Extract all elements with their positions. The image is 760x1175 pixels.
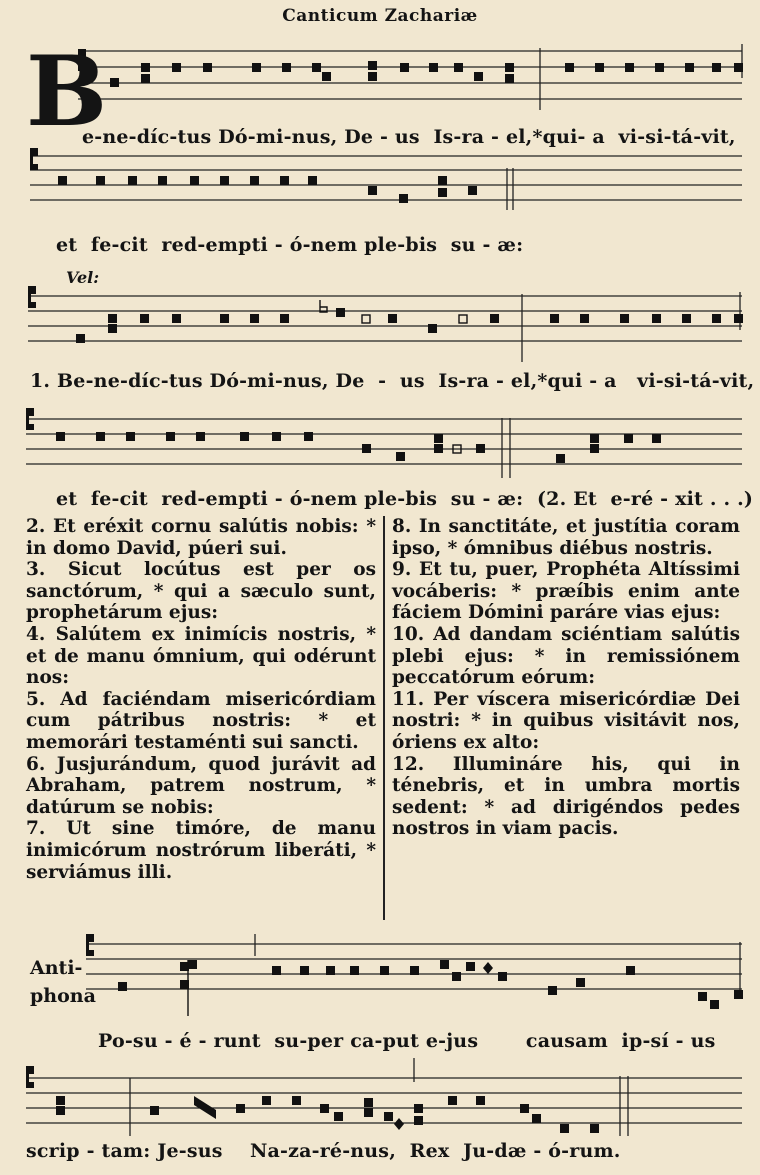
verse-8: 8. In sanctitáte, et justítia coram ipso, * ómnibus diébus nostris. (392, 516, 740, 559)
verse-2: 2. Et eréxit cornu salútis nobis: * in domo David, púeri sui. (26, 516, 376, 559)
verse-9: 9. Et tu, puer, Prophéta Altíssimi vocáberis: * præíbis enim ante fáciem Dómini paráre vias ejus: (392, 559, 740, 624)
music-staff-6 (0, 1056, 760, 1146)
music-staff-2 (0, 148, 760, 218)
music-staff-5 (0, 932, 760, 1022)
verses-left-column (26, 516, 376, 883)
lyric-line-6: scrip - tam: Je-sus Na-za-ré-nus, Rex Ju-dæ - ó-rum. (26, 1140, 621, 1162)
lyric-line-1: e-ne-díc-tus Dó-mi-nus, De - us Is-ra - el,*qui- a vi-si-tá-vit, (82, 126, 736, 148)
verse-10: 10. Ad dandam sciéntiam salútis plebi ejus: * in remissiónem peccatórum eórum: (392, 623, 740, 689)
lyric-line-3: 1. Be-ne-díc-tus Dó-mi-nus, De - us Is-ra - el,*qui - a vi-si-tá-vit, (30, 370, 755, 392)
verse-12: 12. Illumináre his, qui in ténebris, et in umbra mortis sedent: * ad dirigéndos pedes nostros in viam pacis. (392, 753, 740, 840)
music-staff-3 (0, 284, 760, 374)
lyric-line-5: Po-su - é - runt su-per ca-put e-jus causam ip-sí - us (98, 1030, 716, 1052)
lyric-line-4: et fe-cit red-empti - ó-nem ple-bis su - æ: (2. Et e-ré - xit . . .) (56, 488, 754, 510)
verse-3: 3. Sicut locútus est per os sanctórum, * qui a sæculo sunt, prophetárum ejus: (26, 559, 376, 624)
verse-11: 11. Per víscera misericórdiæ Dei nostri: * in quibus visitávit nos, óriens ex alto: (392, 688, 740, 753)
verses-right-column (392, 516, 740, 840)
antiphon-label-1: Anti- (30, 957, 83, 979)
alternative-label: Vel: (66, 268, 100, 287)
music-staff-4 (0, 400, 760, 480)
verse-6: 6. Jusjurándum, quod jurávit ad Abraham, patrem nostrum, * datúrum se nobis: (26, 753, 376, 818)
antiphon-label-2: phona (30, 985, 96, 1007)
music-staff-1 (0, 40, 760, 120)
page-title: Canticum Zachariæ (282, 6, 478, 26)
verse-7: 7. Ut sine timóre, de manu inimicórum nostrórum liberáti, * serviámus illi. (26, 818, 376, 883)
lyric-line-2: et fe-cit red-empti - ó-nem ple-bis su - æ: (56, 234, 524, 256)
initial-letter: B (26, 35, 108, 148)
column-divider (383, 516, 385, 920)
verse-5: 5. Ad faciéndam misericórdiam cum pátribus nostris: * et memorári testaménti sui sancti. (26, 688, 376, 753)
verse-4: 4. Salútem ex inimícis nostris, * et de manu ómnium, qui odérunt nos: (26, 623, 376, 689)
